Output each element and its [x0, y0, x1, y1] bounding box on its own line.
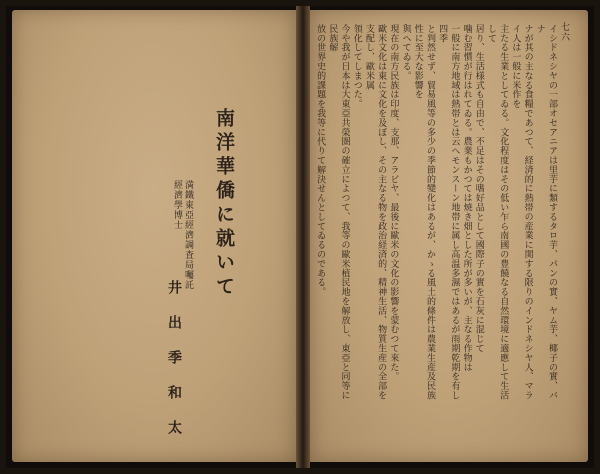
page-number: 七六: [559, 22, 569, 42]
text-line: 一般に南方地域は熱帯とは云へモンスーン地帯に属し高温多濕ではあるが雨期乾期を有し四季: [437, 24, 460, 400]
book-gutter: [296, 6, 310, 468]
book-spread: [6, 6, 594, 468]
affiliation-line: 經濟學博士: [172, 180, 182, 230]
article-title: 南洋華僑に就いて: [213, 108, 235, 300]
text-line: 放の世界史的課題を我等に代りて解決せんとしてゐるのである。: [315, 24, 326, 297]
text-line: 歐米文化は東に文化を及ぼし、その主なる物を政治経済的、精神生活、物質生産の全部を支配し、歐米属: [363, 24, 387, 400]
right-page: [310, 10, 588, 462]
text-line: ナが其の主なる食糧であつて、経済的に熱帯の産業に関する限りのインドネシヤ人、マライ人は一般に米作を: [510, 24, 533, 400]
author-name: 井出季和太: [166, 280, 182, 455]
text-line: 現在の南方民族は印度、支那、アラビヤ、最後に歐米の文化の影響を蒙むつて來た。: [388, 24, 399, 382]
text-line: 噛む習慣が行はれてゐる。農業もかつては焼き畑とした所が多いが、主なる作物は: [461, 24, 472, 372]
text-line: 主たる生業としてゐる。文化程度はその低い乍ら南國の豊饒なる自然環境に適應して生活して: [485, 24, 509, 400]
text-line: 與へてゐる。: [400, 24, 411, 81]
text-line: 領化してしまつた。: [351, 24, 362, 109]
left-page: [12, 10, 296, 462]
text-line: と判然せず、貿易風等の多少の季節的變化はあるが、かゝる風土的條件は農業生産及民族性に至大な影響を: [412, 24, 435, 400]
body-text: [314, 24, 558, 404]
affiliation-line: 満鐵東亞經濟調査局囑託: [183, 180, 193, 290]
text-line: 居り、生活様式も自由で、不足はその嗜好品として國際子の實を石灰に混じて: [473, 24, 484, 353]
author-affiliation: [171, 180, 193, 290]
text-line: イシドネシヤの一部オセアニアは里芋に類するタロ芋、パンの實、ヤム芋、椰子の實、バナ: [534, 24, 557, 400]
text-line: 今や我が日本は大東亞共榮圏の確立によつて、我等の歐米植民地を解放し、東亞と同等に民族解: [327, 24, 350, 400]
